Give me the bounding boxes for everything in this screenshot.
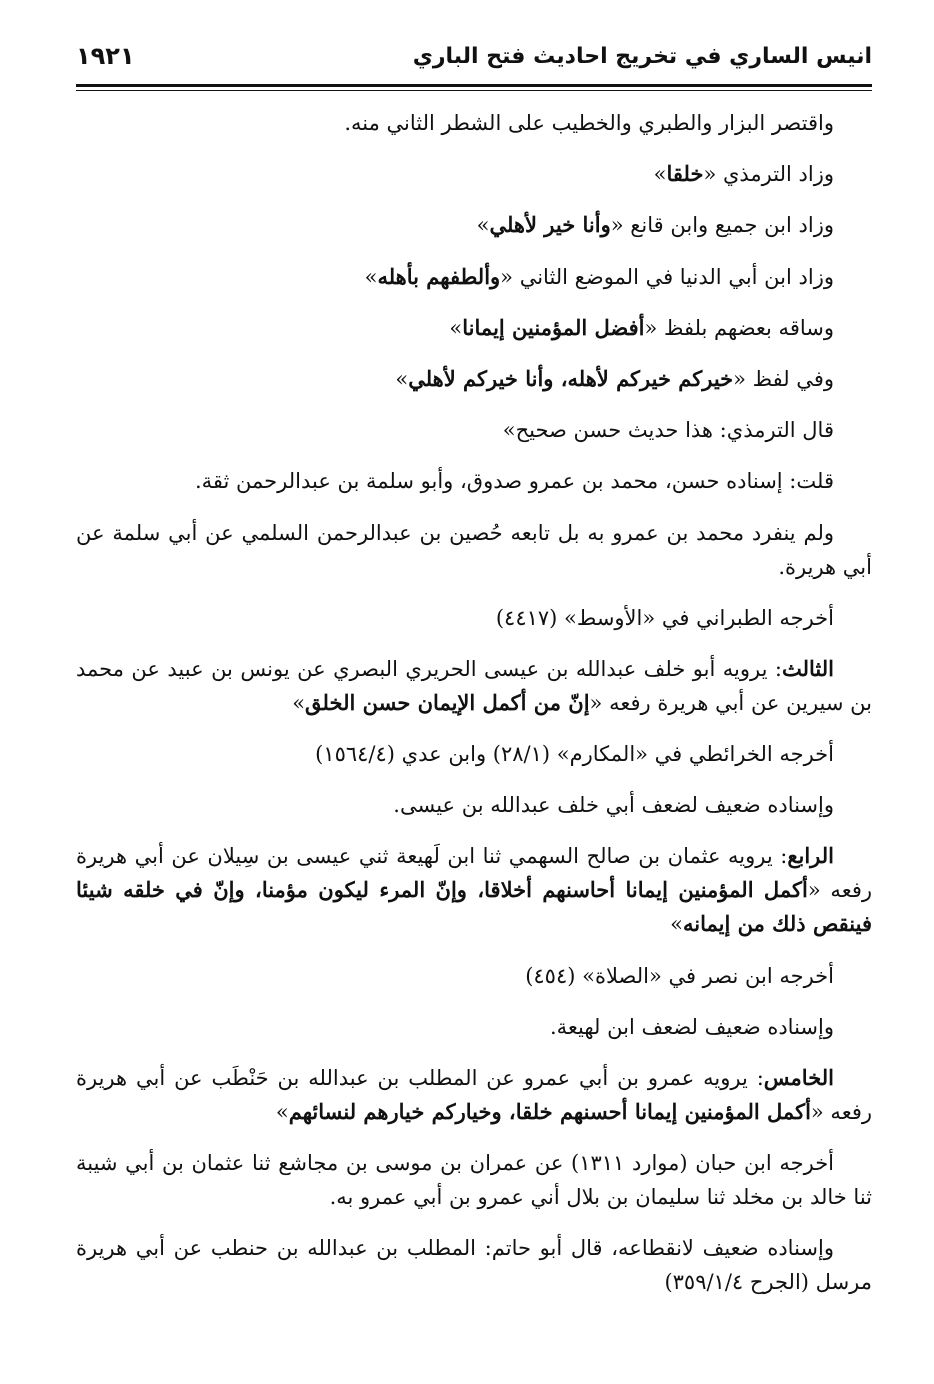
text-run: وإسناده ضعيف لانقطاعه، قال أبو حاتم: المطلب بن عبدالله بن حنطب عن أبي هريرة مرسل (الجرح ٣٥٩/١/٤)	[76, 1236, 872, 1295]
text-run: »	[395, 366, 409, 391]
paragraph	[76, 208, 872, 242]
bold-text: خلقا	[666, 161, 704, 187]
text-run: وساقه بعضهم بلفظ «	[644, 315, 834, 340]
header-rule-thin	[76, 90, 872, 91]
bold-text: أكمل المؤمنين إيمانا أحسنهم خلقا، وخياركم خيارهم لنسائهم	[288, 1099, 811, 1124]
text-run: قال الترمذي: هذا حديث حسن صحيح»	[502, 418, 834, 443]
text-run: وزاد ابن جميع وابن قانع «	[610, 213, 834, 238]
paragraph	[76, 516, 872, 584]
text-run: »	[275, 1100, 289, 1124]
text-run: قلت: إسناده حسن، محمد بن عمرو صدوق، وأبو سلمة بن عبدالرحمن ثقة.	[194, 469, 834, 494]
paragraph	[76, 601, 872, 635]
paragraph	[76, 788, 872, 822]
paragraph	[76, 260, 872, 294]
page-body	[76, 106, 872, 1317]
paragraph	[76, 311, 872, 345]
bold-text: وألطفهم بأهله	[377, 263, 501, 289]
page-header	[76, 38, 872, 82]
paragraph	[76, 464, 872, 498]
paragraph	[76, 1146, 872, 1214]
text-run: وزاد ابن أبي الدنيا في الموضع الثاني «	[500, 264, 834, 289]
text-run: أخرجه ابن نصر في «الصلاة» (٤٥٤)	[525, 963, 834, 988]
text-run: وإسناده ضعيف لضعف أبي خلف عبدالله بن عيسى.	[393, 793, 834, 818]
paragraph	[76, 106, 872, 140]
text-run: أخرجه الخرائطي في «المكارم» (٢٨/١) وابن عدي (١٥٦٤/٤)	[315, 742, 834, 767]
page-number: ١٩٢١	[76, 42, 135, 70]
text-run: ولم ينفرد محمد بن عمرو به بل تابعه حُصين بن عبدالرحمن السلمي عن أبي سلمة عن أبي هريرة.	[76, 520, 872, 579]
text-run: »	[670, 912, 683, 937]
bold-text: أفضل المؤمنين إيمانا	[462, 314, 645, 340]
text-run: واقتصر البزار والطبري والخطيب على الشطر الثاني منه.	[344, 111, 834, 135]
text-run: »	[476, 213, 490, 238]
bold-text: أكمل المؤمنين إيمانا أحاسنهم أخلاقا، وإنّ المرء ليكون مؤمنا، وإنّ في خلقه شيئا فينقص ذلك من إيمانه	[76, 877, 872, 937]
text-run: : يرويه أبو خلف عبدالله بن عيسى الحريري البصري عن يونس بن عبيد عن محمد بن سيرين عن أبي هريرة رفعه «	[76, 656, 872, 715]
paragraph	[76, 157, 872, 191]
text-run: وزاد الترمذي «	[703, 162, 834, 187]
text-run: وإسناده ضعيف لضعف ابن لهيعة.	[549, 1014, 834, 1039]
paragraph	[76, 737, 872, 771]
bold-text: الرابع	[787, 843, 834, 869]
paragraph	[76, 362, 872, 396]
running-title: انيس الساري في تخريج احاديث فتح الباري	[412, 44, 872, 69]
bold-text: خيركم خيركم لأهله، وأنا خيركم لأهلي	[408, 365, 734, 391]
text-run: أخرجه ابن حبان (موارد ١٣١١) عن عمران بن موسى بن مجاشع ثنا عثمان بن أبي شيبة ثنا خالد بن مخلد ثنا سليمان بن بلال أني عمرو بن أبي عمرو به.	[76, 1151, 872, 1210]
text-run: : يرويه عثمان بن صالح السهمي ثنا ابن لَهيعة ثني عيسى بن سِيلان عن أبي هريرة رفعه «	[76, 844, 872, 903]
text-run: : يرويه عمرو بن أبي عمرو عن المطلب بن عبدالله بن حَنْطَب عن أبي هريرة رفعه «	[76, 1066, 872, 1124]
text-run: »	[653, 162, 667, 187]
bold-text: إنّ من أكمل الإيمان حسن الخلق	[305, 689, 590, 715]
paragraph	[76, 1231, 872, 1299]
text-run: »	[449, 315, 463, 340]
bold-text: الثالث	[782, 655, 834, 681]
bold-text: وأنا خير لأهلي	[489, 212, 611, 238]
text-run: »	[292, 690, 306, 715]
paragraph	[76, 1010, 872, 1044]
text-run: وفي لفظ «	[733, 366, 834, 391]
bold-text: الخامس	[763, 1065, 834, 1090]
text-run: أخرجه الطبراني في «الأوسط» (٤٤١٧)	[495, 605, 834, 630]
text-run: »	[364, 264, 378, 289]
paragraph	[76, 839, 872, 941]
paragraph	[76, 413, 872, 447]
paragraph	[76, 1061, 872, 1129]
header-rule	[76, 84, 872, 87]
paragraph	[76, 652, 872, 720]
paragraph	[76, 959, 872, 993]
